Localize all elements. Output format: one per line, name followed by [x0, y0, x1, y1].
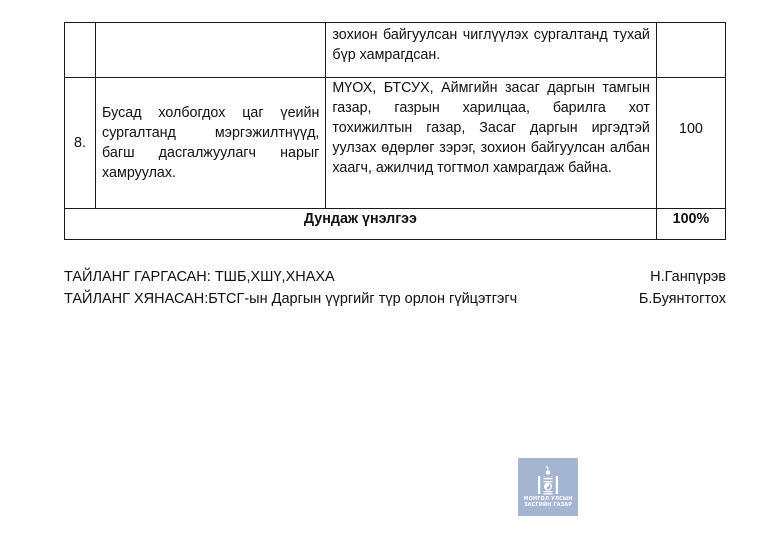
score-cell	[656, 78, 725, 209]
government-emblem-logo	[518, 458, 578, 516]
approved-by-label: ТАЙЛАНГ ХЯНАСАН:БТСГ-ын Даргын үүргийг түр орлон гүйцэтгэгч	[64, 291, 518, 307]
result-cell: зохион байгуулсан чиглүүлэх сургалтанд тухай бүр хамрагдсан.	[326, 23, 657, 78]
table-row	[65, 78, 726, 209]
report-table	[64, 22, 726, 240]
emblem-line-1: МОНГОЛ УЛСЫН	[523, 496, 573, 502]
result-cell: МҮОХ, БТСУХ, Аймгийн засаг даргын тамгын газар, газрын харилцаа, барилга хот тохижилтын газар, Засаг даргын иргэдтэй уулзах өдөрлөг зэрэг, зохион байгуулсан албан хаагч, ажилчид тогтмол хамрагдаж байна.	[326, 78, 657, 209]
emblem-line-2: ЗАСГИЙН ГАЗАР	[523, 502, 572, 508]
row-number-cell	[65, 23, 96, 78]
prepared-by-label: ТАЙЛАНГ ГАРГАСАН: ТШБ,ХШҮ,ХНАХА	[64, 269, 335, 285]
task-cell: Бусад холбогдох цаг үеийн сургалтанд мэргэжилтнүүд, багш дасгалжуулагч нарыг хамруулах.	[96, 78, 326, 209]
task-cell	[96, 23, 326, 78]
prepared-by-line	[64, 267, 726, 287]
average-value: 100%	[656, 209, 725, 240]
row-number-cell: 8.	[65, 78, 96, 209]
prepared-by-name: Н.Ганпүрэв	[650, 269, 726, 285]
approved-by-line	[64, 289, 726, 309]
score-value: 100	[679, 121, 703, 137]
approved-by-name: Б.Буянтогтох	[638, 291, 726, 307]
table-row	[65, 23, 726, 78]
average-row	[65, 209, 726, 240]
soyombo-icon	[535, 462, 561, 496]
score-cell	[656, 23, 725, 78]
average-label: Дундаж үнэлгээ	[65, 209, 657, 240]
